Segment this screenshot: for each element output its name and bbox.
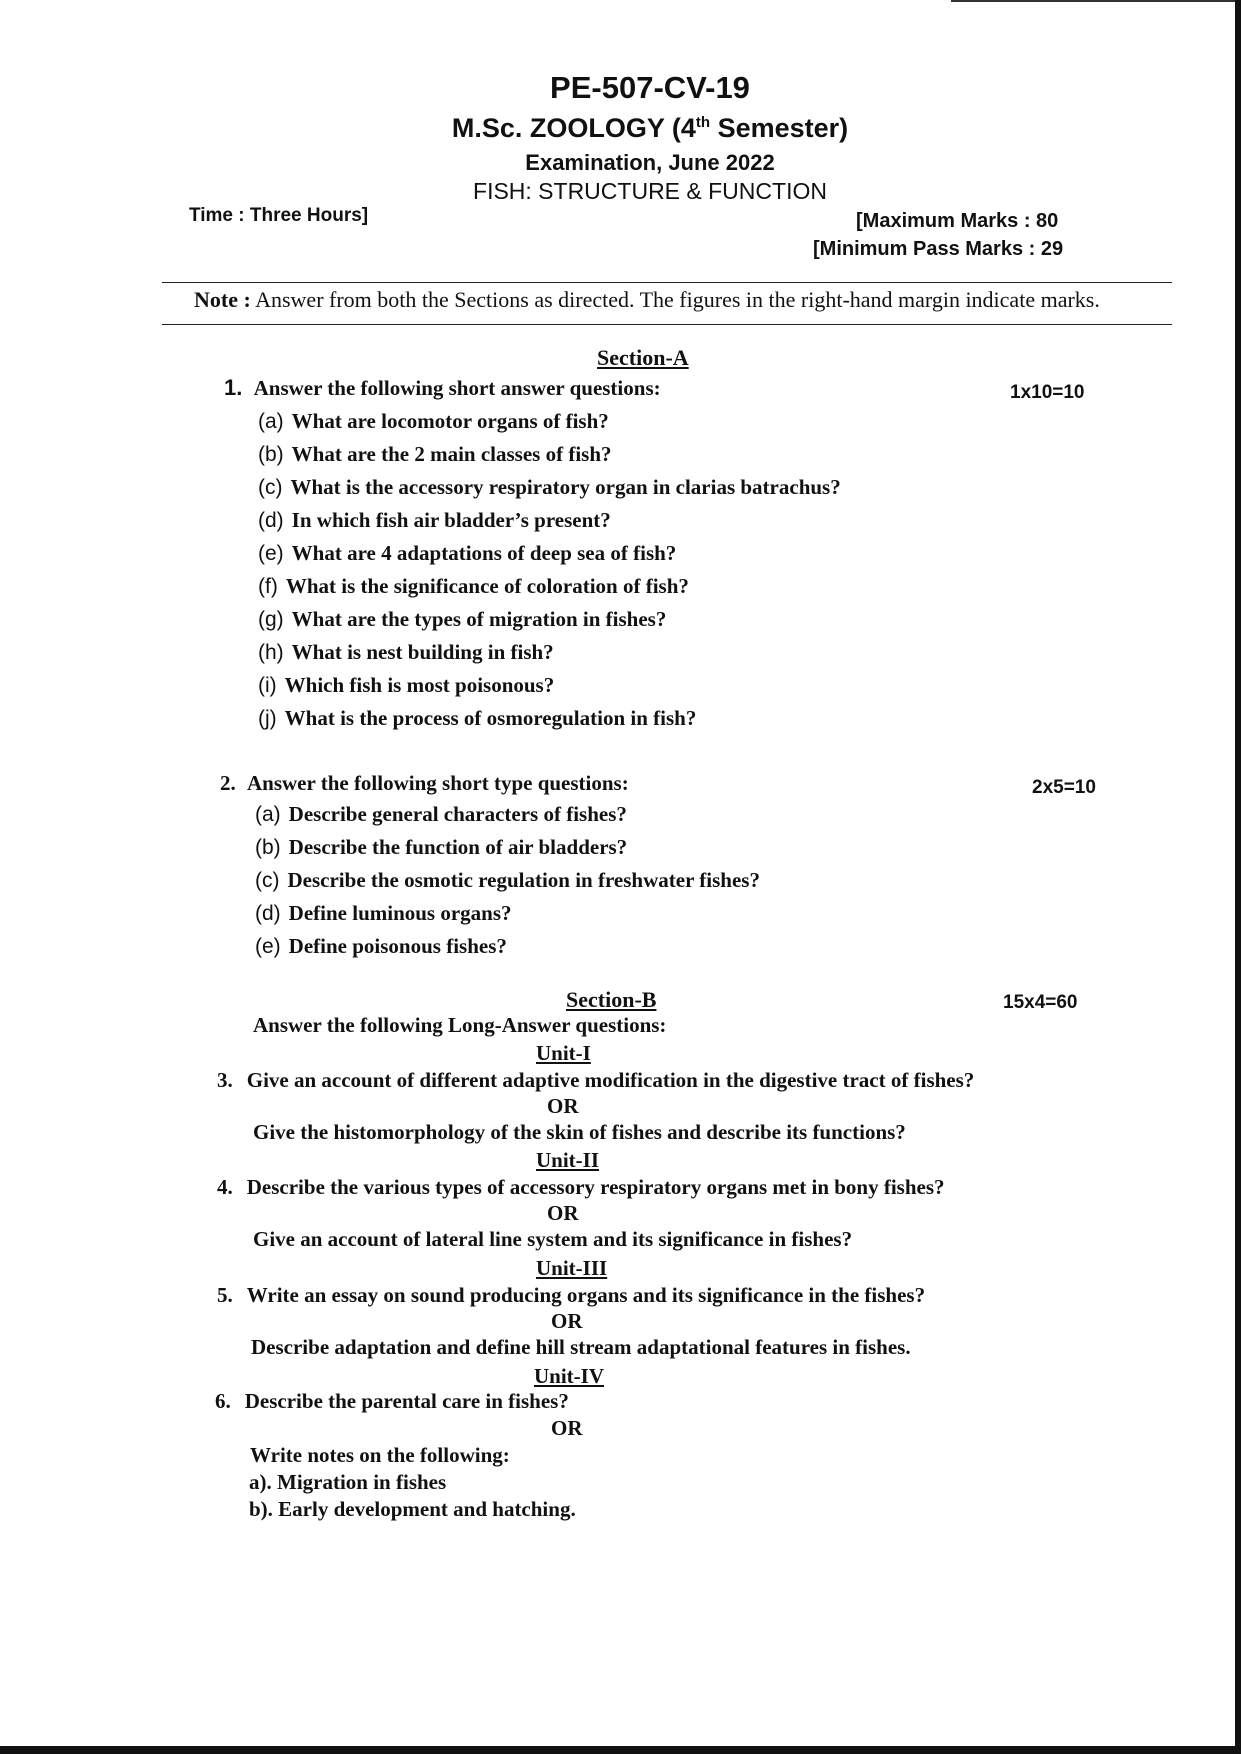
question-1: 1. Answer the following short answer questions: [224, 375, 661, 400]
q1-item-j: (j) What is the process of osmoregulation in fish? [258, 706, 697, 730]
section-a-title: Section-A [597, 345, 689, 370]
question-5: 5. Write an essay on sound producing organs and its significance in the fishes? [217, 1283, 926, 1307]
question-5-alternative: Describe adaptation and define hill stream adaptational features in fishes. [251, 1335, 911, 1359]
scan-edge-top [951, 0, 1241, 2]
q1-item-c: (c) What is the accessory respiratory organ in clarias batrachus? [258, 475, 841, 499]
section-b-instruction: Answer the following Long-Answer questions: [253, 1013, 667, 1037]
unit-2-title: Unit-II [536, 1148, 600, 1172]
q1-item-h: (h) What is nest building in fish? [258, 640, 554, 664]
minimum-pass-marks: [Minimum Pass Marks : 29 [813, 238, 1064, 260]
q2-item-b: (b) Describe the function of air bladders? [255, 835, 628, 859]
q2-item-c: (c) Describe the osmotic regulation in freshwater fishes? [255, 868, 760, 892]
question-6-alternative: Write notes on the following: [250, 1443, 510, 1467]
question-1-marks: 1x10=10 [1010, 382, 1085, 403]
question-2: 2. Answer the following short type questions: [220, 771, 629, 795]
time-allowed: Time : Three Hours] [189, 205, 369, 226]
exam-session: Examination, June 2022 [525, 150, 775, 175]
question-4: 4. Describe the various types of accessory respiratory organs met in bony fishes? [217, 1175, 945, 1199]
question-4-alternative: Give an account of lateral line system and its significance in fishes? [253, 1227, 853, 1251]
question-6-note-b: b). Early development and hatching. [249, 1497, 576, 1521]
q2-item-a: (a) Describe general characters of fishes? [255, 802, 627, 826]
unit-4-title: Unit-IV [534, 1364, 605, 1388]
scan-edge-right [1235, 0, 1241, 1754]
section-b-title: Section-B [566, 987, 657, 1012]
or-label-3: OR [547, 1094, 579, 1118]
q2-item-d: (d) Define luminous organs? [255, 901, 512, 925]
q1-item-a: (a) What are locomotor organs of fish? [258, 409, 609, 433]
section-b-marks: 15x4=60 [1003, 992, 1078, 1013]
or-label-4: OR [547, 1201, 579, 1225]
q1-item-i: (i) Which fish is most poisonous? [258, 673, 555, 697]
or-label-5: OR [551, 1309, 583, 1333]
subject-title: FISH: STRUCTURE & FUNCTION [473, 178, 827, 204]
q1-item-f: (f) What is the significance of coloration of fish? [258, 574, 689, 598]
course-title: M.Sc. ZOOLOGY (4th Semester) [451, 113, 849, 143]
or-label-6: OR [551, 1416, 583, 1440]
question-6: 6. Describe the parental care in fishes? [215, 1389, 569, 1413]
maximum-marks: [Maximum Marks : 80 [856, 210, 1059, 232]
question-6-note-a: a). Migration in fishes [249, 1470, 447, 1494]
q1-item-g: (g) What are the types of migration in fishes? [258, 607, 667, 631]
unit-1-title: Unit-I [536, 1041, 591, 1065]
q2-item-e: (e) Define poisonous fishes? [255, 934, 507, 958]
scan-edge-bottom [0, 1746, 1241, 1754]
q1-item-d: (d) In which fish air bladder’s present? [258, 508, 611, 532]
question-3: 3. Give an account of different adaptive modification in the digestive tract of fishes? [217, 1068, 975, 1092]
unit-3-title: Unit-III [536, 1256, 608, 1280]
divider-top [162, 282, 1172, 283]
instructions-note: Note : Answer from both the Sections as directed. The figures in the right-hand margin indicate marks. [194, 287, 1100, 312]
q1-item-b: (b) What are the 2 main classes of fish? [258, 442, 612, 466]
divider-bottom [162, 324, 1172, 325]
paper-code: PE-507-CV-19 [550, 70, 750, 105]
question-2-marks: 2x5=10 [1032, 777, 1096, 798]
q1-item-e: (e) What are 4 adaptations of deep sea of fish? [258, 541, 677, 565]
question-3-alternative: Give the histomorphology of the skin of fishes and describe its functions? [253, 1120, 906, 1144]
